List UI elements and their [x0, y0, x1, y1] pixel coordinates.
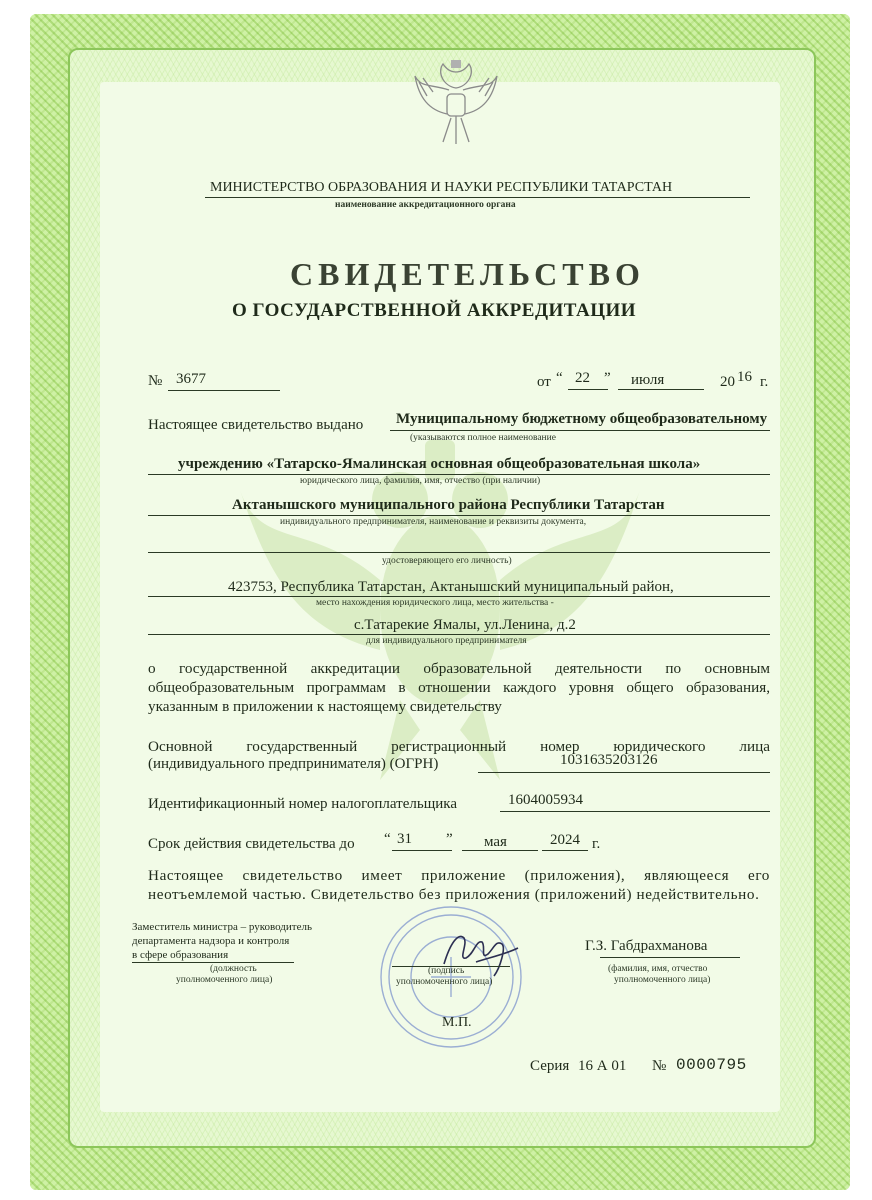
address-line-1: 423753, Республика Татарстан, Актанышский муниципальный район,	[228, 579, 674, 595]
issued-to-label: Настоящее свидетельство выдано	[148, 417, 364, 433]
validity-month: мая	[484, 834, 507, 850]
signature-caption-1: (подпись	[428, 966, 465, 976]
date-month: июля	[631, 372, 665, 388]
position-line-3: в сфере образования	[132, 949, 229, 961]
recipient-caption-1: (указываются полное наименование	[410, 433, 556, 443]
series-value: 16 А 01	[578, 1058, 627, 1074]
date-open-quote: “	[556, 370, 563, 386]
signatory-name: Г.З. Габдрахманова	[585, 938, 708, 954]
accreditation-paragraph: о государственной аккредитации образовательной деятельности по основным общеобразовательным программам в отношении каждого уровня общего образования, указанным в приложении к настоящему свидетельству	[148, 660, 770, 715]
validity-year: 2024	[550, 832, 580, 848]
document-subtitle: О ГОСУДАРСТВЕННОЙ АККРЕДИТАЦИИ	[232, 300, 637, 321]
issuer-name: МИНИСТЕРСТВО ОБРАЗОВАНИЯ И НАУКИ РЕСПУБЛИКИ ТАТАРСТАН	[210, 180, 673, 195]
ogrn-label: (индивидуального предпринимателя) (ОГРН)	[148, 756, 439, 772]
series-label: Серия	[530, 1058, 570, 1074]
recipient-line-3: Актанышского муниципального района Республики Татарстан	[232, 497, 665, 513]
recipient-line-1: Муниципальному бюджетному общеобразовательному	[396, 411, 768, 427]
appendix-paragraph: Настоящее свидетельство имеет приложение (приложения), являющееся его неотъемлемой частью. Свидетельство без приложения (приложений) недействительно.	[148, 867, 770, 903]
address-caption-1: место нахождения юридического лица, место жительства -	[316, 598, 554, 608]
validity-suffix: г.	[592, 836, 601, 852]
date-day: 22	[575, 370, 590, 386]
inn-value: 1604005934	[508, 792, 583, 808]
recipient-caption-2: юридического лица, фамилия, имя, отчество (при наличии)	[300, 476, 541, 486]
position-caption-1: (должность	[210, 964, 257, 974]
date-year-suffix: 16	[737, 369, 752, 385]
address-caption-2: для индивидуального предпринимателя	[366, 636, 527, 646]
inn-label: Идентификационный номер налогоплательщика	[148, 796, 458, 812]
recipient-line-2: учреждению «Татарско-Ямалинская основная общеобразовательная школа»	[178, 456, 701, 472]
stamp-label: М.П.	[442, 1015, 472, 1030]
document-title: СВИДЕТЕЛЬСТВО	[290, 256, 645, 292]
position-line-1: Заместитель министра – руководитель	[132, 921, 312, 933]
validity-close-quote: ”	[446, 831, 453, 847]
validity-day: 31	[397, 831, 412, 847]
validity-label: Срок действия свидетельства до	[148, 836, 355, 852]
date-year-prefix: 20	[720, 374, 735, 390]
ogrn-value: 1031635203126	[560, 752, 658, 768]
position-line-2: департамента надзора и контроля	[132, 935, 290, 947]
ogrn-text: Основной государственный регистрационный номер юридического лица	[148, 738, 770, 755]
date-close-quote: ”	[604, 370, 611, 386]
signature-caption-2: уполномоченного лица)	[396, 977, 493, 987]
date-suffix: г.	[760, 374, 769, 390]
address-line-2: с.Татарекие Ямалы, ул.Ленина, д.2	[354, 617, 576, 633]
recipient-caption-3: индивидуального предпринимателя, наименование и реквизиты документа,	[280, 517, 587, 527]
series-number: 0000795	[676, 1056, 747, 1074]
coat-of-arms-icon	[413, 58, 499, 148]
recipient-caption-4: удостоверяющего его личность)	[382, 556, 512, 566]
validity-open-quote: “	[384, 831, 391, 847]
series-number-label: №	[652, 1058, 667, 1074]
number-label: №	[148, 373, 163, 389]
name-caption-1: (фамилия, имя, отчество	[608, 964, 708, 974]
certificate-number: 3677	[176, 371, 206, 387]
name-caption-2: уполномоченного лица)	[614, 975, 711, 985]
date-prefix: от	[537, 374, 551, 390]
position-caption-2: уполномоченного лица)	[176, 975, 273, 985]
issuer-caption: наименование аккредитационного органа	[335, 200, 516, 210]
